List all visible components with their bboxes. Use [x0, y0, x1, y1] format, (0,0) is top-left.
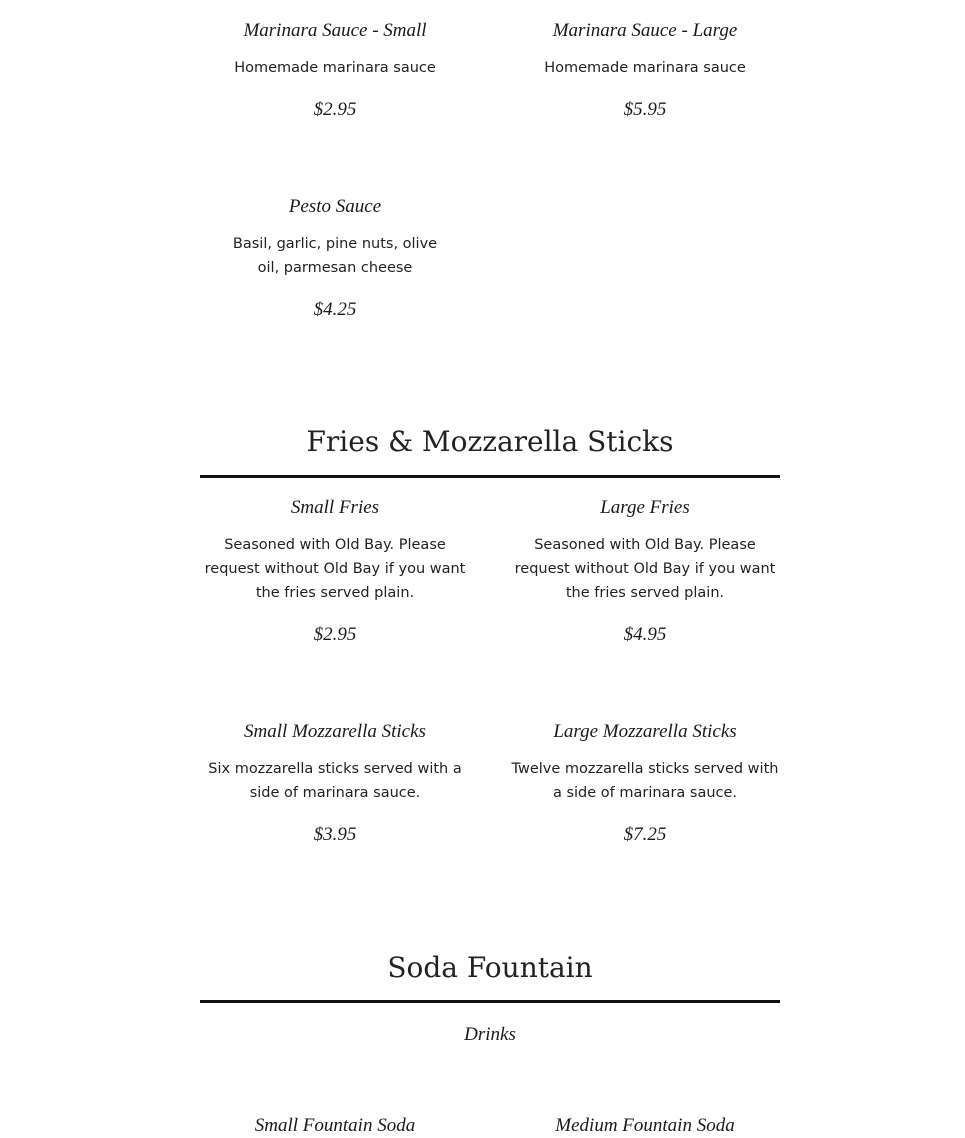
section-title-fries: Fries & Mozzarella Sticks: [306, 425, 674, 458]
item-name: Large Mozzarella Sticks: [553, 721, 737, 742]
item-price: $5.95: [623, 99, 667, 120]
item-price: $4.25: [313, 299, 357, 320]
item-description: Twelve mozzarella sticks served with a side of marinara sauce.: [511, 761, 779, 801]
item-name: Marinara Sauce - Large: [552, 20, 738, 41]
item-name: Large Fries: [600, 497, 690, 518]
item-description: Homemade marinara sauce: [544, 60, 746, 76]
section-title-soda: Soda Fountain: [387, 951, 593, 984]
item-name: Pesto Sauce: [288, 196, 382, 217]
menu-item-marinara-large: [509, 19, 781, 122]
item-name: Small Fountain Soda: [254, 1115, 416, 1136]
menu-item-small-fries: [199, 496, 471, 647]
item-price: $7.25: [623, 824, 667, 845]
item-description: Homemade marinara sauce: [234, 60, 436, 76]
menu-item-small-mozzarella-sticks: [199, 720, 471, 847]
item-name: Marinara Sauce - Small: [243, 20, 427, 41]
item-description: Basil, garlic, pine nuts, olive oil, parmesan cheese: [232, 236, 438, 276]
menu-item-large-mozzarella-sticks: [509, 720, 781, 847]
section-divider: [200, 475, 780, 478]
item-name: Small Fries: [290, 497, 380, 518]
item-name: Small Mozzarella Sticks: [244, 721, 426, 742]
item-price: $2.95: [313, 624, 357, 645]
menu-item-marinara-small: [199, 19, 471, 122]
menu-item-pesto-sauce: [199, 195, 471, 322]
menu-item-medium-fountain-soda: [509, 1114, 781, 1138]
section-divider: [200, 1000, 780, 1003]
section-subheading-drinks: Drinks: [464, 1024, 516, 1045]
item-name: Medium Fountain Soda: [555, 1115, 735, 1136]
menu-item-large-fries: [509, 496, 781, 647]
item-price: $2.95: [313, 99, 357, 120]
item-description: Seasoned with Old Bay. Please request without Old Bay if you want the fries served plain.: [514, 537, 776, 601]
item-price: $3.95: [313, 824, 357, 845]
menu-item-small-fountain-soda: [199, 1114, 471, 1138]
item-price: $4.95: [623, 624, 667, 645]
item-description: Seasoned with Old Bay. Please request without Old Bay if you want the fries served plain.: [204, 537, 466, 601]
item-description: Six mozzarella sticks served with a side of marinara sauce.: [208, 761, 462, 801]
